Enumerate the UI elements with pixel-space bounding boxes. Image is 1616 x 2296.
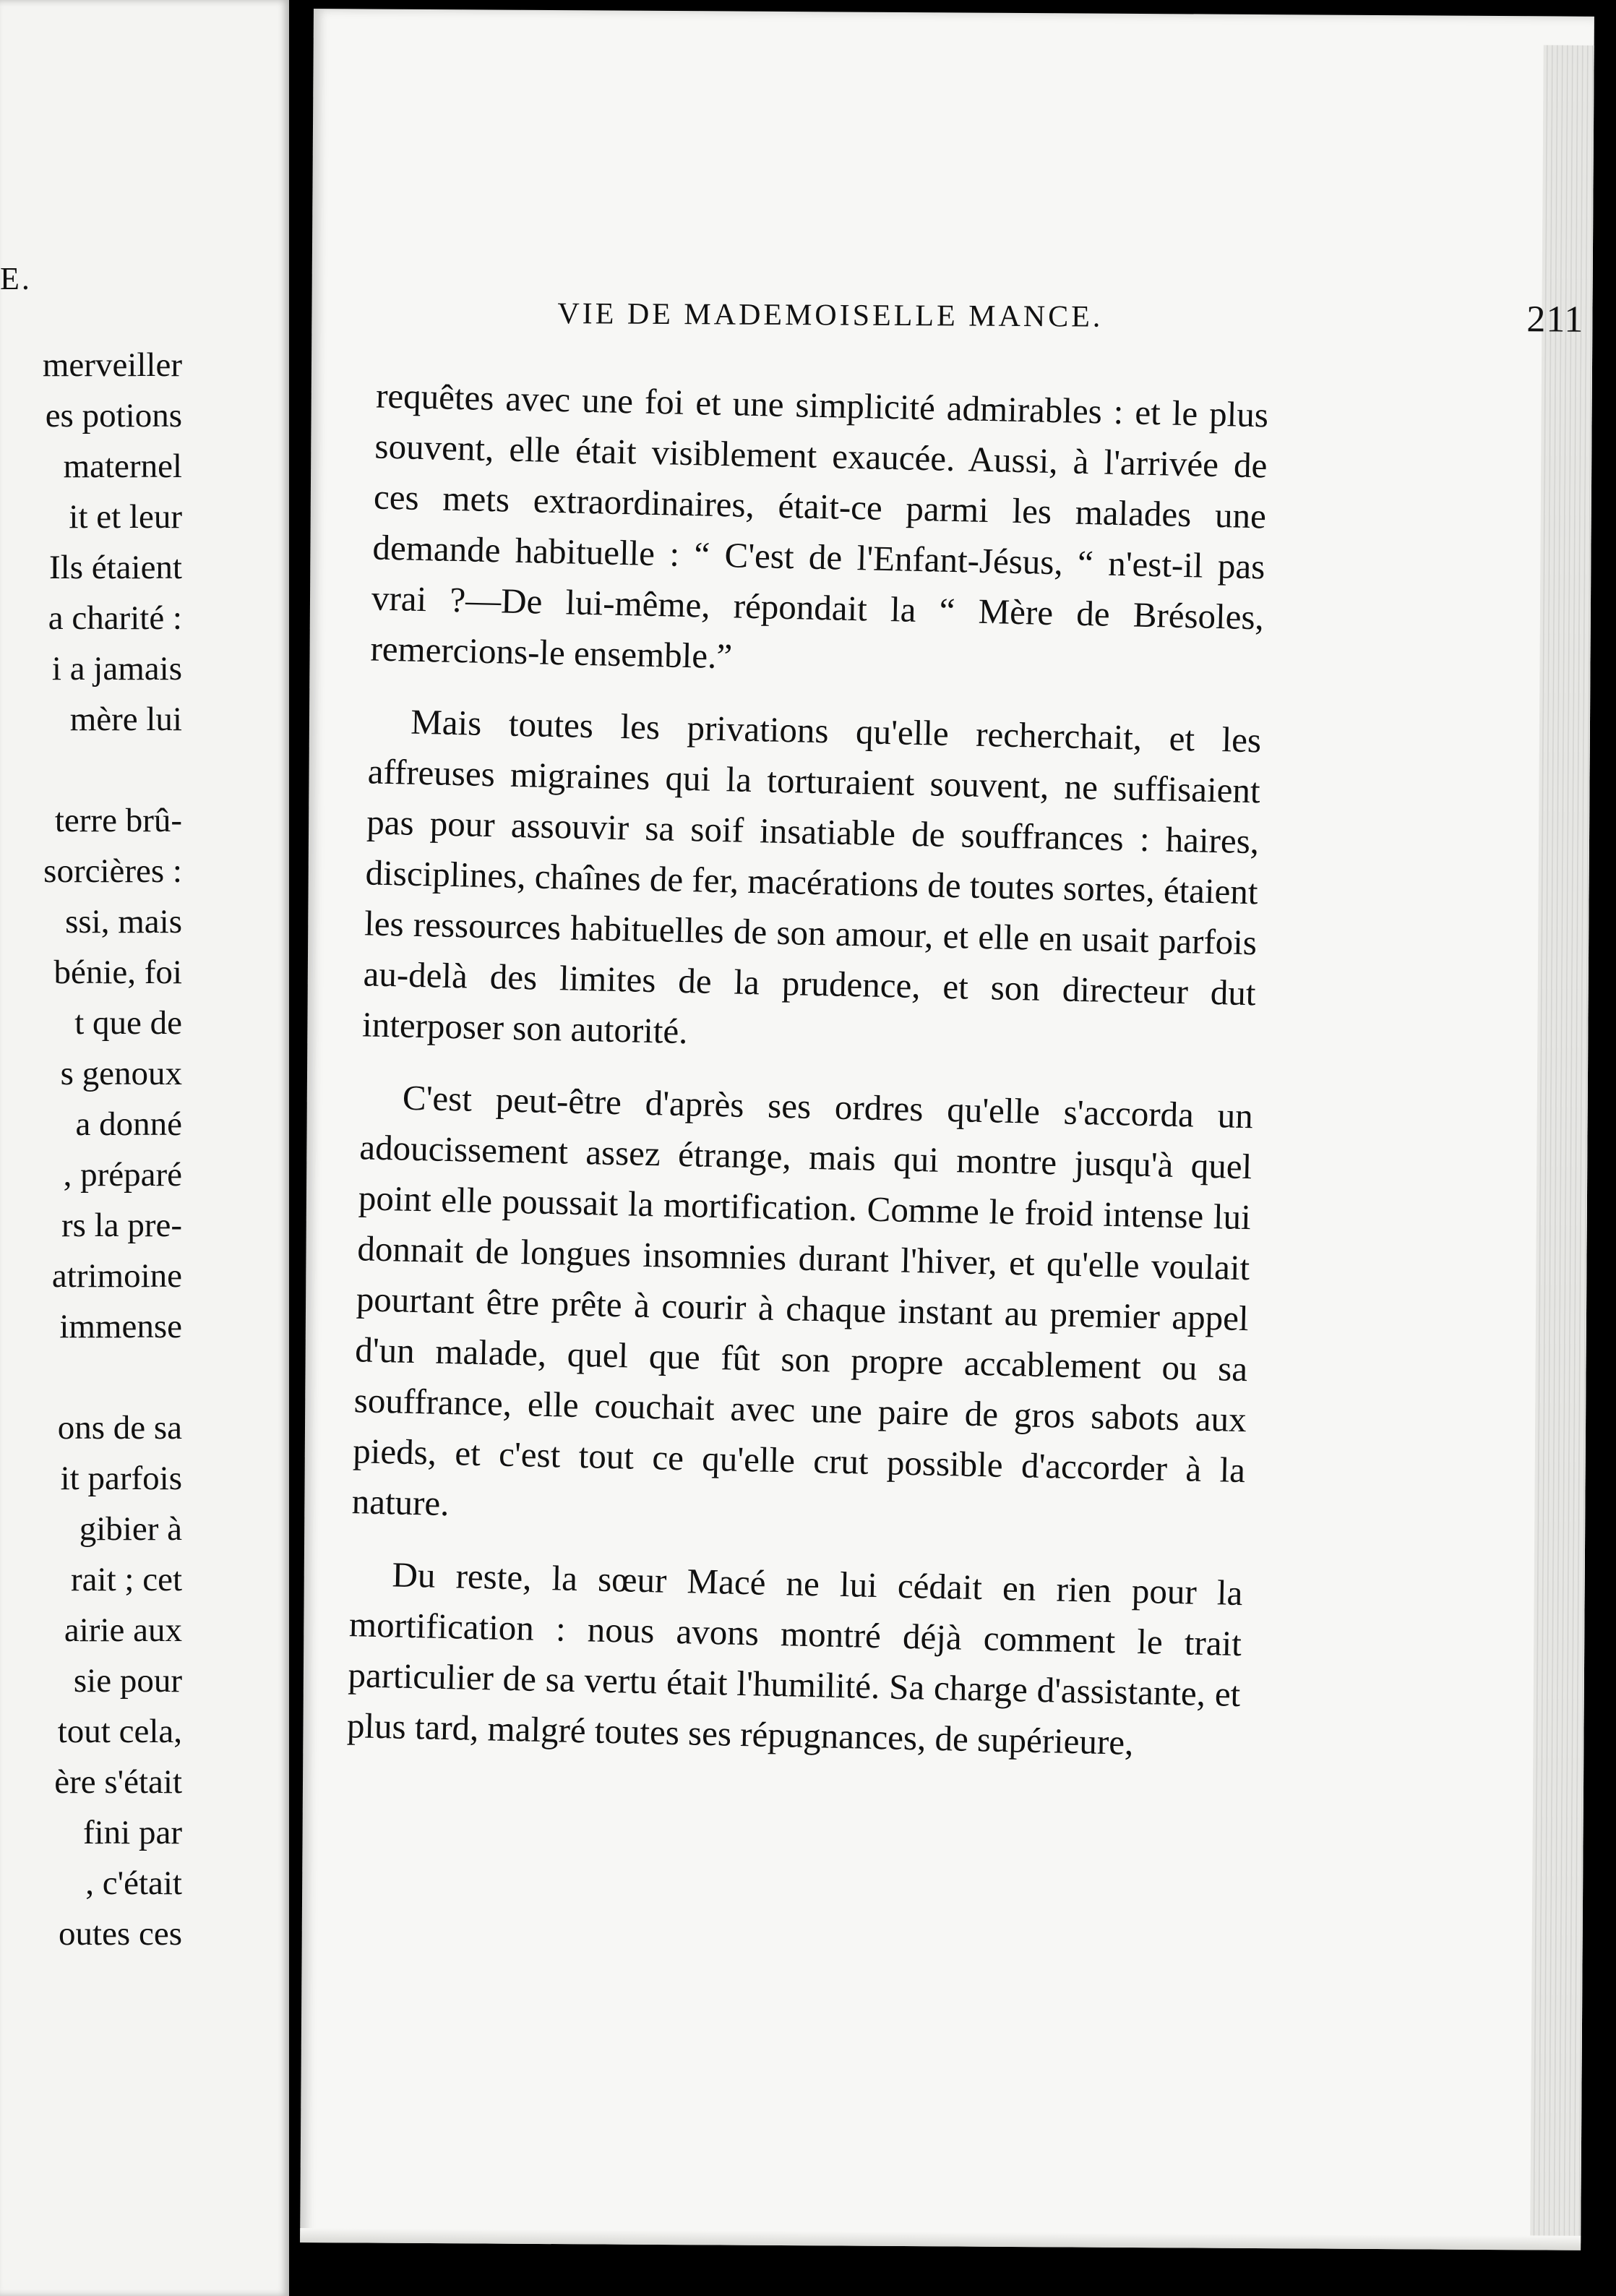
- left-line-text: , c'était: [85, 1864, 182, 1902]
- left-text-column: [0, 340, 289, 1959]
- left-line-text: a charité :: [48, 599, 182, 637]
- right-page: [300, 9, 1594, 2250]
- left-line-text: outes ces: [59, 1915, 182, 1953]
- left-line-text: airie aux: [64, 1611, 182, 1649]
- page-bottom-shadow: [300, 2228, 1581, 2250]
- left-line-text: merveiller: [42, 346, 182, 384]
- left-line-text: immense: [59, 1308, 182, 1345]
- left-text-line: [0, 492, 289, 542]
- left-text-line: [0, 1655, 289, 1706]
- left-text-line: [0, 1909, 289, 1959]
- left-text-line: [0, 1706, 289, 1757]
- left-line-text: es potions: [45, 397, 182, 434]
- left-text-line: [0, 643, 289, 694]
- left-text-line: [0, 1048, 289, 1099]
- left-line-text: it et leur: [69, 498, 182, 536]
- left-text-line: [0, 1807, 289, 1858]
- left-line-text: tout cela,: [57, 1713, 182, 1750]
- left-text-line: [0, 1858, 289, 1909]
- paragraph: requêtes avec une foi et une simplicité admirables : et le plus souvent, elle était visiblement exaucée. Aussi, à l'arrivée de ces mets extraordinaires, était-ce parmi les malades une demande habituelle : “ C'est de l'Enfant-Jésus, “ n'est-il pas vrai ?—De lui-même, répondait la “ Mère de Brésoles, remercions-le ensemble.”: [369, 375, 1269, 677]
- left-line-text: fini par: [82, 1814, 182, 1851]
- left-text-line: [0, 441, 289, 492]
- left-text-line: [0, 390, 289, 441]
- left-text-line: [0, 947, 289, 998]
- paragraph: Mais toutes les privations qu'elle recherchait, et les affreuses migraines qui la torturaient souvent, ne suffisaient pas pour assouvir sa soif insatiable de souffrances : haires, disciplines, chaînes de fer, macérations de toutes sortes, étaient les ressources habituelles de son amour, et elle en usait parfois au-delà des limites de la prudence, et son directeur dut interposer son autorité.: [361, 701, 1262, 1052]
- left-line-text: ssi, mais: [65, 903, 182, 941]
- left-line-text: ons de sa: [57, 1409, 182, 1447]
- left-text-line: [0, 542, 289, 593]
- left-blank-line: [0, 1352, 289, 1402]
- left-blank-line: [0, 745, 289, 795]
- left-text-line: [0, 1453, 289, 1504]
- left-line-text: ère s'était: [54, 1763, 182, 1801]
- left-text-line: [0, 1402, 289, 1453]
- left-line-text: it parfois: [60, 1460, 182, 1497]
- running-title: VIE DE MADEMOISELLE MANCE.: [557, 297, 1104, 334]
- left-text-line: [0, 1757, 289, 1807]
- body-text: [346, 371, 1269, 1792]
- left-line-text: terre brû-: [54, 802, 182, 839]
- left-text-line: [0, 1605, 289, 1655]
- left-line-text: i a jamais: [51, 650, 182, 687]
- page-edge: [1530, 45, 1594, 2243]
- left-text-line: [0, 694, 289, 745]
- running-head: [557, 292, 1584, 340]
- page-number: 211: [1526, 299, 1584, 340]
- left-text-line: [0, 1200, 289, 1251]
- left-text-line: [0, 896, 289, 947]
- left-line-text: gibier à: [79, 1510, 182, 1548]
- paragraph: C'est peut-être d'après ses ordres qu'elle s'accorda un adoucissement assez étrange, mais qui montre jusqu'à quel point elle poussait la mortification. Comme le froid intense lui donnait de longues insomnies durant l'hiver, et qu'elle voulait pourtant être prête à courir à chaque instant au premier appel d'un malade, quel que fût son propre accablement ou sa souffrance, elle couchait avec une paire de gros sabots aux pieds, et c'est tout ce qu'elle crut possible d'accorder à la nature.: [351, 1077, 1254, 1524]
- left-line-text: mère lui: [69, 701, 182, 738]
- left-line-text: s genoux: [60, 1055, 182, 1092]
- left-text-line: [0, 1251, 289, 1301]
- left-line-text: atrimoine: [51, 1257, 182, 1295]
- left-line-text: , préparé: [63, 1156, 182, 1194]
- left-text-line: [0, 795, 289, 846]
- left-line-text: t que de: [74, 1004, 182, 1042]
- left-line-text: Ils étaient: [48, 549, 182, 586]
- left-line-text: sorcières :: [43, 852, 182, 890]
- left-line-text: rait ; cet: [71, 1561, 182, 1598]
- left-text-line: [0, 998, 289, 1048]
- left-line-text: maternel: [63, 447, 182, 485]
- left-page: [0, 0, 289, 2296]
- left-text-line: [0, 593, 289, 643]
- left-running-head: E.: [0, 261, 32, 296]
- left-text-line: [0, 1149, 289, 1200]
- left-text-line: [0, 1504, 289, 1554]
- left-line-text: bénie, foi: [53, 954, 182, 991]
- left-text-line: [0, 1554, 289, 1605]
- left-text-line: [0, 1301, 289, 1352]
- left-line-text: rs la pre-: [61, 1207, 182, 1244]
- paragraph: Du reste, la sœur Macé ne lui cédait en rien pour la mortification : nous avons montré déjà comment le trait particulier de sa vertu était l'humilité. Sa charge d'assistante, et plus tard, malgré toutes ses répugnances, de supérieure,: [346, 1554, 1243, 1762]
- left-text-line: [0, 846, 289, 896]
- left-text-line: [0, 1099, 289, 1149]
- left-line-text: a donné: [75, 1105, 182, 1143]
- left-text-line: [0, 340, 289, 390]
- left-line-text: sie pour: [73, 1662, 182, 1700]
